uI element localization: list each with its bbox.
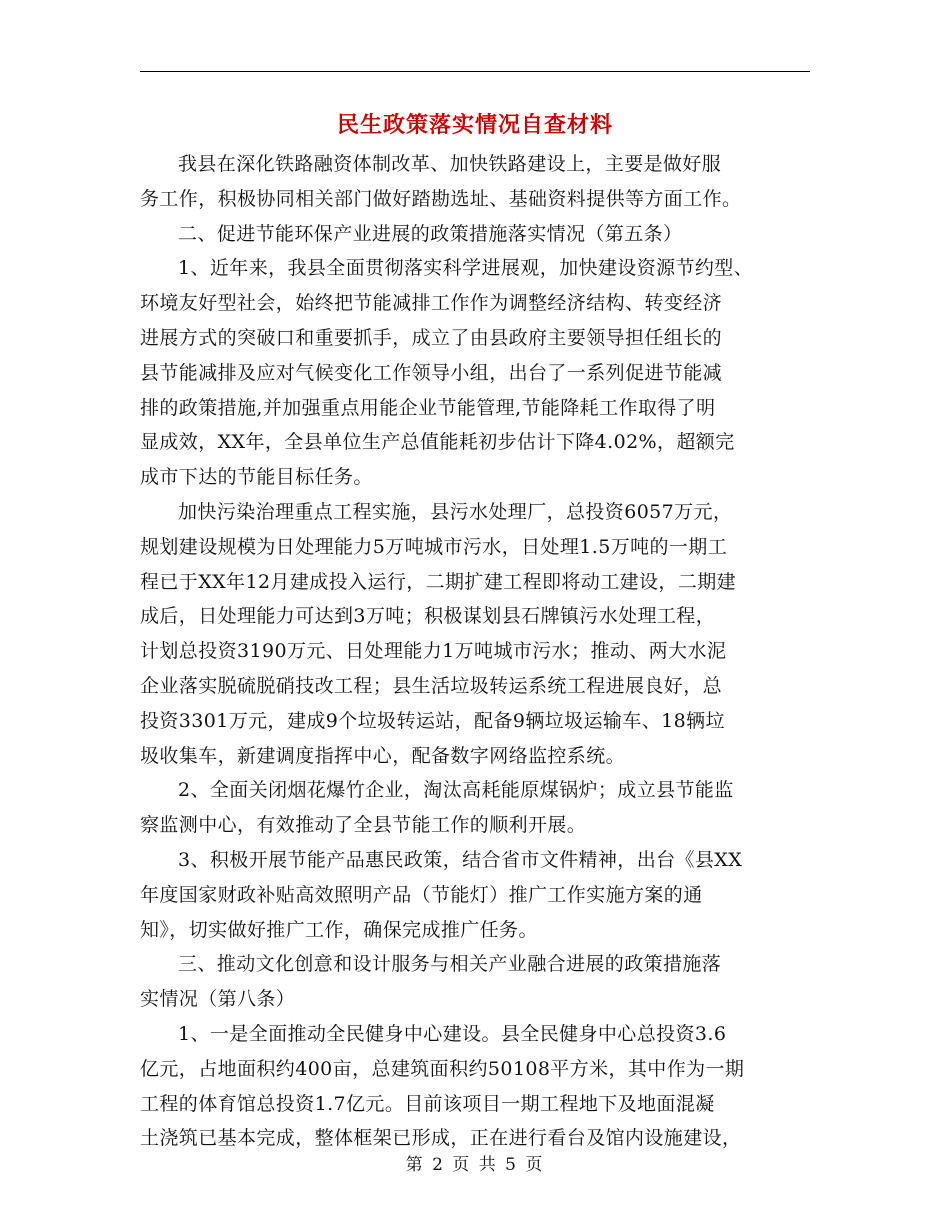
body-line: 排的政策措施,并加强重点用能企业节能管理,节能降耗工作取得了明	[140, 396, 716, 419]
body-line: 1、近年来，我县全面贯彻落实科学进展观，加快建设资源节约型、	[178, 257, 754, 280]
section-heading: 实情况（第八条）	[140, 988, 296, 1011]
body-line: 知》，切实做好推广工作，确保完成推广任务。	[140, 918, 538, 941]
page-number-footer: 第 2 页 共 5 页	[405, 1155, 545, 1175]
body-line: 2、全面关闭烟花爆竹企业，淘汰高耗能原煤锅炉；成立县节能监	[178, 779, 734, 802]
body-line: 察监测中心，有效推动了全县节能工作的顺利开展。	[140, 814, 587, 837]
body-line: 规划建设规模为日处理能力5万吨城市污水，日处理1.5万吨的一期工	[140, 535, 728, 558]
body-line: 县节能减排及应对气候变化工作领导小组，出台了一系列促进节能减	[140, 361, 723, 384]
header-rule	[140, 71, 810, 72]
body-line: 圾收集车，新建调度指挥中心，配备数字网络监控系统。	[140, 744, 626, 767]
body-line: 投资3301万元，建成9个垃圾转运站，配备9辆垃圾运输车、18辆垃	[140, 709, 725, 732]
body-line: 我县在深化铁路融资体制改革、加快铁路建设上，主要是做好服	[178, 153, 722, 175]
body-line: 3、积极开展节能产品惠民政策，结合省市文件精神，出台《县XX	[178, 848, 743, 871]
body-line: 环境友好型社会，始终把节能减排工作作为调整经济结构、转变经济	[140, 292, 723, 315]
section-heading: 二、促进节能环保产业进展的政策措施落实情况（第五条）	[178, 222, 683, 245]
body-line: 成市下达的节能目标任务。	[140, 466, 373, 489]
body-line: 工程的体育馆总投资1.7亿元。目前该项目一期工程地下及地面混凝	[140, 1092, 715, 1115]
body-line: 务工作，积极协同相关部门做好踏勘选址、基础资料提供等方面工作。	[140, 187, 742, 210]
body-line: 进展方式的突破口和重要抓手，成立了由县政府主要领导担任组长的	[140, 326, 723, 349]
body-line: 土浇筑已基本完成，整体框架已形成，正在进行看台及馆内设施建设，	[140, 1127, 742, 1150]
body-line: 年度国家财政补贴高效照明产品（节能灯）推广工作实施方案的通	[140, 883, 703, 906]
body-line: 程已于XX年12月建成投入运行，二期扩建工程即将动工建设，二期建	[140, 570, 737, 593]
body-line: 1、一是全面推动全民健身中心建设。县全民健身中心总投资3.6	[178, 1022, 727, 1045]
page-title: 民生政策落实情况自查材料	[336, 112, 613, 138]
body-line: 加快污染治理重点工程实施，县污水处理厂，总投资6057万元，	[178, 500, 733, 523]
body-line: 成后，日处理能力可达到3万吨；积极谋划县石牌镇污水处理工程，	[140, 605, 716, 628]
body-line: 企业落实脱硫脱硝技改工程；县生活垃圾转运系统工程进展良好，总	[140, 674, 723, 697]
section-heading: 三、推动文化创意和设计服务与相关产业融合进展的政策措施落	[178, 953, 722, 976]
document-body	[140, 147, 820, 1156]
body-line: 显成效，XX年，全县单位生产总值能耗初步估计下降4.02%，超额完	[140, 431, 735, 454]
body-line: 亿元，占地面积约400亩，总建筑面积约50108平方米，其中作为一期	[140, 1057, 745, 1080]
body-line: 计划总投资3190万元、日处理能力1万吨城市污水；推动、两大水泥	[140, 640, 727, 663]
